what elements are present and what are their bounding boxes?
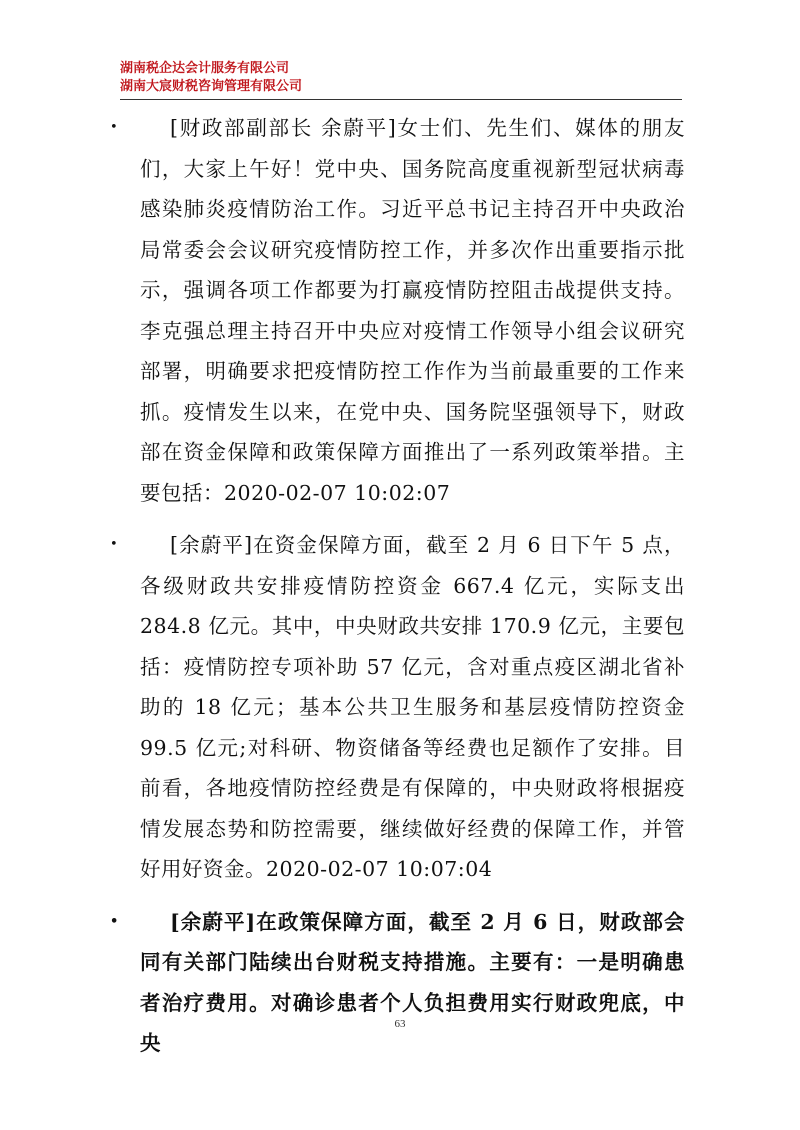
- company-name-2: 湖南大宸财税咨询管理有限公司: [120, 79, 303, 94]
- paragraph-1-text: [财政部副部长 余蔚平]女士们、先生们、媒体的朋友们，大家上午好！党中央、国务院高度重视新型冠状病毒感染肺炎疫情防治工作。习近平总书记主持召开中央政治局常委会会议研究疫情防控工作，并多次作出重要指示批示，强调各项工作都要为打赢疫情防控阻击战提供支持。李克强总理主持召开中央应对疫情工作领导小组会议研究部署，明确要求把疫情防控工作作为当前最重要的工作来抓。疫情发生以来，在党中央、国务院坚强领导下，财政部在资金保障和政策保障方面推出了一系列政策举措。主要包括：2020-02-07 10:02:07: [140, 116, 685, 505]
- page-number: 63: [394, 1018, 406, 1030]
- paragraph-2: [110, 525, 685, 890]
- paragraph-2-text: [余蔚平]在资金保障方面，截至 2 月 6 日下午 5 点，各级财政共安排疫情防控资金 667.4 亿元，实际支出 284.8 亿元。其中，中央财政共安排 170.9 亿元，主要包括：疫情防控专项补助 57 亿元，含对重点疫区湖北省补助的 18 亿元；基本公共卫生服务和基层疫情防控资金 99.5 亿元;对科研、物资储备等经费也足额作了安排。目前看，各地疫情防控经费是有保障的，中央财政将根据疫情发展态势和防控需要，继续做好经费的保障工作，并管好用好资金。2020-02-07 10:07:04: [140, 533, 685, 881]
- paragraph-1: [110, 108, 685, 513]
- paragraph-3: [110, 902, 685, 1064]
- paragraph-3-text: [余蔚平]在政策保障方面，截至 2 月 6 日，财政部会同有关部门陆续出台财税支持措施。主要有：一是明确患者治疗费用。对确诊患者个人负担费用实行财政兜底，中央: [140, 909, 685, 1055]
- bullet-icon: •: [110, 913, 119, 929]
- bullet-icon: •: [110, 120, 119, 135]
- header-divider: [120, 99, 682, 100]
- bullet-icon: •: [110, 537, 119, 552]
- company-name-1: 湖南税企达会计服务有限公司: [120, 61, 290, 76]
- document-body: [110, 108, 685, 1064]
- page-header: [120, 60, 680, 96]
